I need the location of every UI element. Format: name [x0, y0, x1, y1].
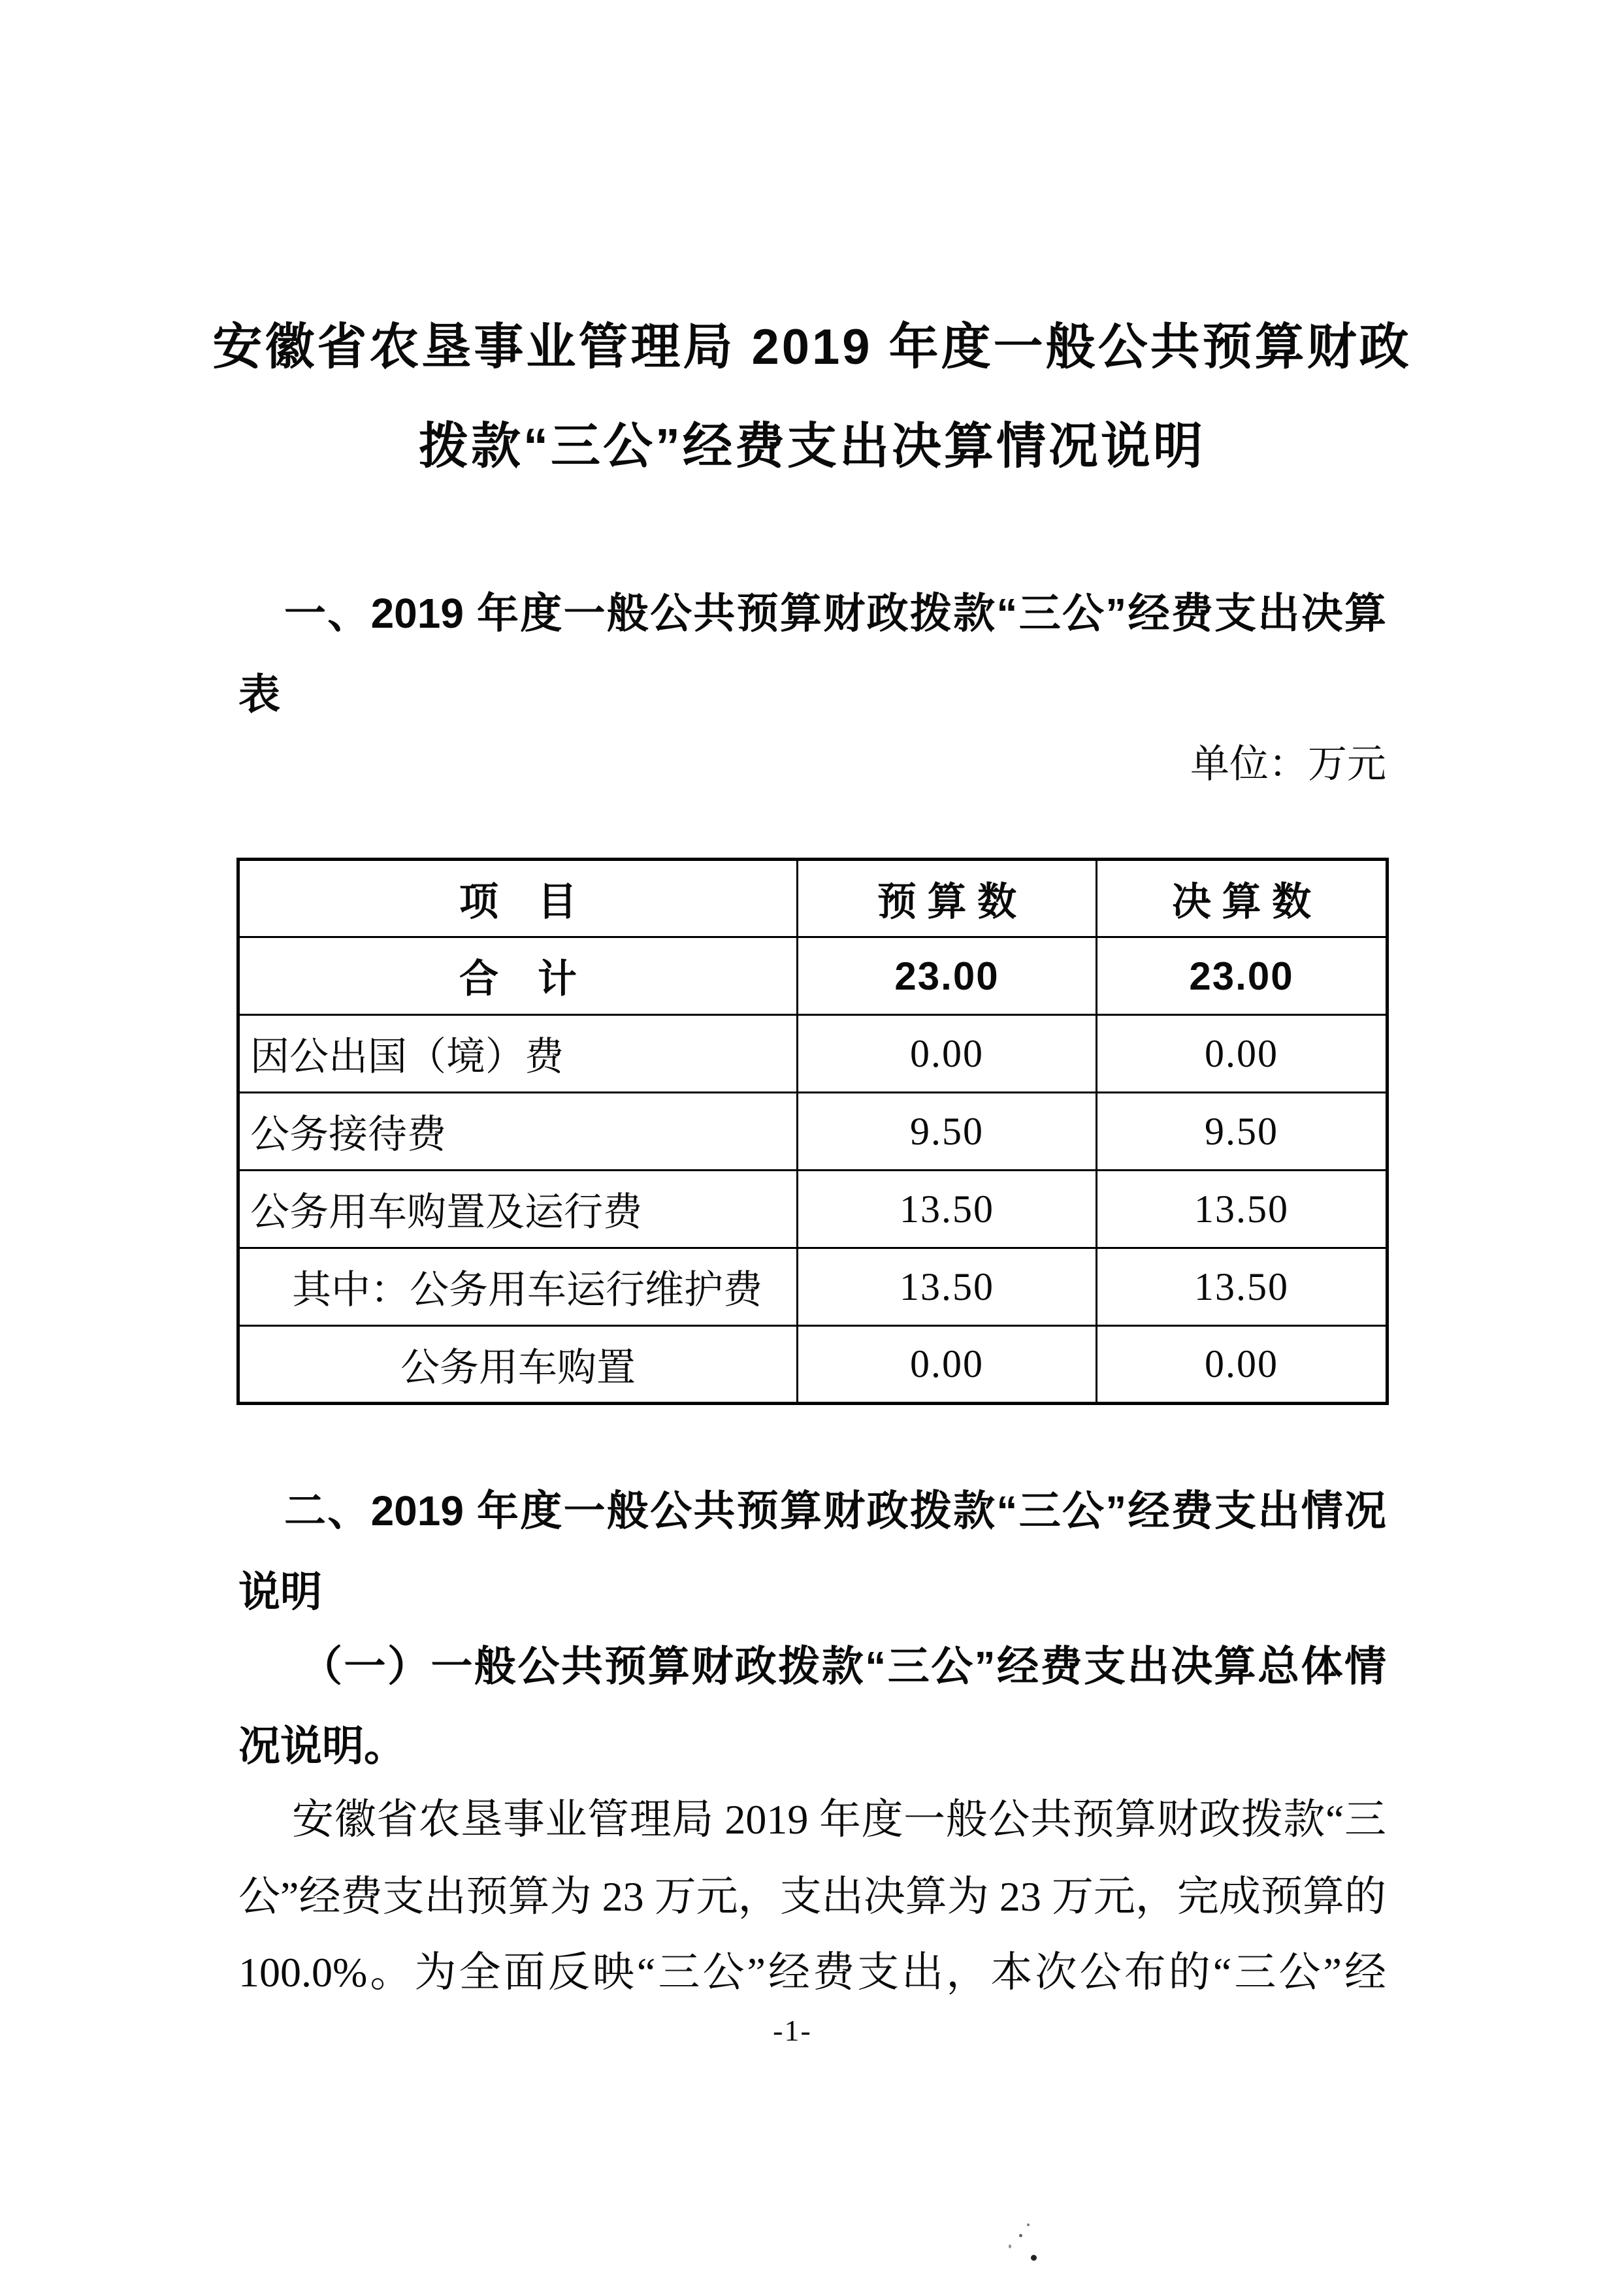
budget-cell: 0.00 [798, 1326, 1097, 1404]
subsection-heading-line2: 况说明。 [238, 1722, 406, 1770]
final-cell: 9.50 [1097, 1093, 1388, 1171]
document-title-line2: 拨款“三公”经费支出决算情况说明 [419, 419, 1205, 474]
section2-heading-line2: 说明 [238, 1568, 322, 1615]
table-row-vehicle-maintenance [238, 1248, 1388, 1326]
section2-heading-line1: 二、2019 年度一般公共预算财政拨款“三公”经费支出情况 [284, 1487, 1386, 1534]
budget-cell: 13.50 [798, 1248, 1097, 1326]
column-header-final: 决 算 数 [1097, 860, 1388, 937]
budget-cell: 9.50 [798, 1093, 1097, 1171]
section1-heading-line2: 表 [238, 671, 280, 718]
item-cell: 因公出国（境）费 [238, 1015, 798, 1093]
column-header-item: 项 目 [238, 860, 798, 937]
subsection-heading-line1: （一）一般公共预算财政拨款“三公”经费支出决算总体情 [300, 1643, 1386, 1690]
table-header-row [238, 860, 1388, 937]
table-row-vehicle-total [238, 1171, 1388, 1248]
section1-heading-line1: 一、2019 年度一般公共预算财政拨款“三公”经费支出决算 [284, 590, 1386, 637]
table-row-reception [238, 1093, 1388, 1171]
item-cell: 公务接待费 [238, 1093, 798, 1171]
column-header-budget: 预 算 数 [798, 860, 1097, 937]
page-number: -1- [773, 2014, 812, 2047]
table-row-total [238, 937, 1388, 1015]
final-cell: 23.00 [1097, 937, 1388, 1015]
budget-cell: 0.00 [798, 1015, 1097, 1093]
paragraph-line1: 安徽省农垦事业管理局 2019 年度一般公共预算财政拨款“三 [292, 1796, 1386, 1843]
paragraph-line3: 100.0%。为全面反映“三公”经费支出，本次公布的“三公”经 [238, 1949, 1386, 1996]
item-cell: 公务用车购置及运行费 [238, 1171, 798, 1248]
budget-cell: 23.00 [798, 937, 1097, 1015]
item-cell: 公务用车购置 [238, 1326, 798, 1404]
expense-table [236, 858, 1389, 1405]
final-cell: 13.50 [1097, 1248, 1388, 1326]
scan-speckle [1031, 2255, 1037, 2261]
budget-cell: 13.50 [798, 1171, 1097, 1248]
scan-speckle [1009, 2244, 1011, 2248]
item-cell: 合 计 [238, 937, 798, 1015]
scan-speckle [1027, 2223, 1030, 2226]
table-row-vehicle-purchase [238, 1326, 1388, 1404]
document-title-line1: 安徽省农垦事业管理局 2019 年度一般公共预算财政 [212, 319, 1412, 375]
scan-speckle [1019, 2234, 1022, 2237]
final-cell: 0.00 [1097, 1326, 1388, 1404]
item-cell: 其中：公务用车运行维护费 [238, 1248, 798, 1326]
final-cell: 13.50 [1097, 1171, 1388, 1248]
unit-label: 单位：万元 [1190, 743, 1386, 786]
final-cell: 0.00 [1097, 1015, 1388, 1093]
paragraph-line2: 公”经费支出预算为 23 万元，支出决算为 23 万元，完成预算的 [238, 1873, 1386, 1920]
table-row-abroad [238, 1015, 1388, 1093]
